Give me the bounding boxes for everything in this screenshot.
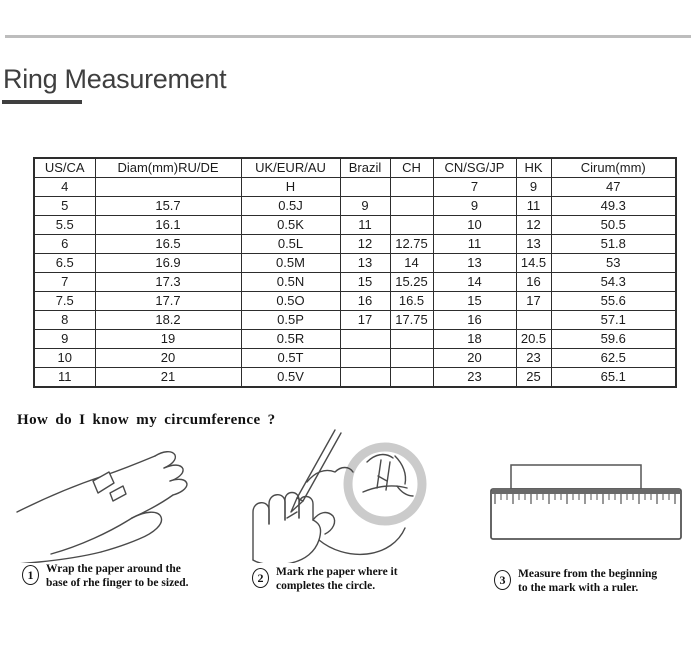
size-cell: 50.5 (551, 216, 676, 235)
column-header: Diam(mm)RU/DE (95, 158, 241, 178)
size-cell: 0.5O (241, 292, 340, 311)
size-cell: 57.1 (551, 311, 676, 330)
size-cell (340, 368, 390, 388)
size-cell: 23 (516, 349, 551, 368)
size-row (34, 197, 676, 216)
size-row (34, 311, 676, 330)
step1-caption-line2: base of rhe finger to be sized. (46, 577, 189, 589)
size-cell: 0.5T (241, 349, 340, 368)
size-cell: 62.5 (551, 349, 676, 368)
title-underline (2, 100, 82, 104)
magnifier-circle-icon (348, 447, 422, 521)
top-divider (5, 35, 691, 38)
size-cell: 16.5 (390, 292, 433, 311)
size-cell: 15.7 (95, 197, 241, 216)
size-row (34, 254, 676, 273)
size-cell: 15 (433, 292, 516, 311)
step1-caption (22, 562, 232, 590)
size-cell: 16.9 (95, 254, 241, 273)
size-row (34, 292, 676, 311)
size-cell: 12 (516, 216, 551, 235)
size-cell: H (241, 178, 340, 197)
size-cell: 6.5 (34, 254, 95, 273)
size-cell: 47 (551, 178, 676, 197)
step1-illustration (15, 448, 240, 563)
size-cell: 53 (551, 254, 676, 273)
paper-strip-icon (511, 465, 641, 489)
size-cell: 9 (34, 330, 95, 349)
size-row (34, 349, 676, 368)
size-row (34, 368, 676, 388)
column-header: UK/EUR/AU (241, 158, 340, 178)
size-cell: 13 (433, 254, 516, 273)
size-cell: 0.5R (241, 330, 340, 349)
size-cell: 16 (340, 292, 390, 311)
size-cell: 12.75 (390, 235, 433, 254)
size-cell: 59.6 (551, 330, 676, 349)
size-cell: 18 (433, 330, 516, 349)
size-cell (390, 178, 433, 197)
size-cell: 16.1 (95, 216, 241, 235)
size-cell: 7.5 (34, 292, 95, 311)
size-cell: 17.7 (95, 292, 241, 311)
size-table (33, 157, 677, 388)
size-cell: 0.5K (241, 216, 340, 235)
size-cell: 0.5V (241, 368, 340, 388)
size-cell (340, 330, 390, 349)
size-cell: 51.8 (551, 235, 676, 254)
size-cell: 0.5L (241, 235, 340, 254)
step2-caption (252, 565, 442, 593)
size-cell: 20 (433, 349, 516, 368)
size-cell: 6 (34, 235, 95, 254)
size-cell: 16 (516, 273, 551, 292)
step3-caption-line2: to the mark with a ruler. (518, 582, 639, 594)
size-cell: 13 (340, 254, 390, 273)
size-cell: 0.5P (241, 311, 340, 330)
step3-illustration (485, 462, 690, 544)
size-cell: 20 (95, 349, 241, 368)
step2-caption-text (276, 565, 398, 593)
step1-caption-line1: Wrap the paper around the (46, 563, 181, 575)
size-row (34, 235, 676, 254)
size-cell: 14 (390, 254, 433, 273)
size-cell: 11 (34, 368, 95, 388)
size-cell: 10 (433, 216, 516, 235)
size-cell: 0.5N (241, 273, 340, 292)
column-header: US/CA (34, 158, 95, 178)
page-title: Ring Measurement (3, 64, 227, 94)
step1-caption-text (46, 562, 189, 590)
ruler-icon (485, 462, 690, 544)
size-cell: 14 (433, 273, 516, 292)
size-cell: 17 (516, 292, 551, 311)
size-cell: 12 (340, 235, 390, 254)
size-cell: 0.5M (241, 254, 340, 273)
size-cell: 49.3 (551, 197, 676, 216)
size-cell: 7 (34, 273, 95, 292)
hand-with-paper-icon (15, 448, 240, 563)
hand-marking-pen-icon (247, 428, 437, 563)
step2-number-badge: 2 (252, 568, 269, 588)
size-cell (95, 178, 241, 197)
size-cell: 8 (34, 311, 95, 330)
size-cell (390, 216, 433, 235)
size-cell: 15 (340, 273, 390, 292)
size-cell: 11 (433, 235, 516, 254)
size-cell (516, 311, 551, 330)
size-cell: 16.5 (95, 235, 241, 254)
size-cell: 5 (34, 197, 95, 216)
size-cell: 10 (34, 349, 95, 368)
size-row (34, 178, 676, 197)
size-cell (390, 368, 433, 388)
size-cell: 5.5 (34, 216, 95, 235)
size-cell (390, 330, 433, 349)
size-cell: 17.75 (390, 311, 433, 330)
instructions-heading: How do I know my circumference ? (17, 412, 276, 428)
step3-caption-line1: Measure from the beginning (518, 568, 658, 580)
size-cell (390, 349, 433, 368)
column-header: Cirum(mm) (551, 158, 676, 178)
size-cell: 65.1 (551, 368, 676, 388)
step1-number-badge: 1 (22, 565, 39, 585)
size-cell: 20.5 (516, 330, 551, 349)
step2-illustration (247, 428, 437, 563)
size-cell: 7 (433, 178, 516, 197)
size-cell: 23 (433, 368, 516, 388)
column-header: CN/SG/JP (433, 158, 516, 178)
size-cell: 54.3 (551, 273, 676, 292)
size-row (34, 330, 676, 349)
size-cell: 55.6 (551, 292, 676, 311)
step2-caption-line2: completes the circle. (276, 580, 376, 592)
size-cell: 4 (34, 178, 95, 197)
size-cell: 17 (340, 311, 390, 330)
size-cell: 11 (516, 197, 551, 216)
size-cell: 0.5J (241, 197, 340, 216)
size-cell: 21 (95, 368, 241, 388)
size-cell: 11 (340, 216, 390, 235)
size-cell: 19 (95, 330, 241, 349)
column-header: HK (516, 158, 551, 178)
size-row (34, 216, 676, 235)
column-header: Brazil (340, 158, 390, 178)
size-cell: 14.5 (516, 254, 551, 273)
size-cell: 13 (516, 235, 551, 254)
size-cell: 15.25 (390, 273, 433, 292)
size-cell: 17.3 (95, 273, 241, 292)
size-cell: 9 (340, 197, 390, 216)
size-cell: 9 (433, 197, 516, 216)
size-cell: 25 (516, 368, 551, 388)
step2-caption-line1: Mark rhe paper where it (276, 566, 398, 578)
step3-caption (494, 567, 694, 595)
step3-caption-text (518, 567, 657, 595)
size-row (34, 273, 676, 292)
header-row (34, 158, 676, 178)
size-cell (340, 178, 390, 197)
step3-number-badge: 3 (494, 570, 511, 590)
size-cell: 9 (516, 178, 551, 197)
size-cell (390, 197, 433, 216)
size-cell (340, 349, 390, 368)
size-cell: 16 (433, 311, 516, 330)
column-header: CH (390, 158, 433, 178)
size-cell: 18.2 (95, 311, 241, 330)
